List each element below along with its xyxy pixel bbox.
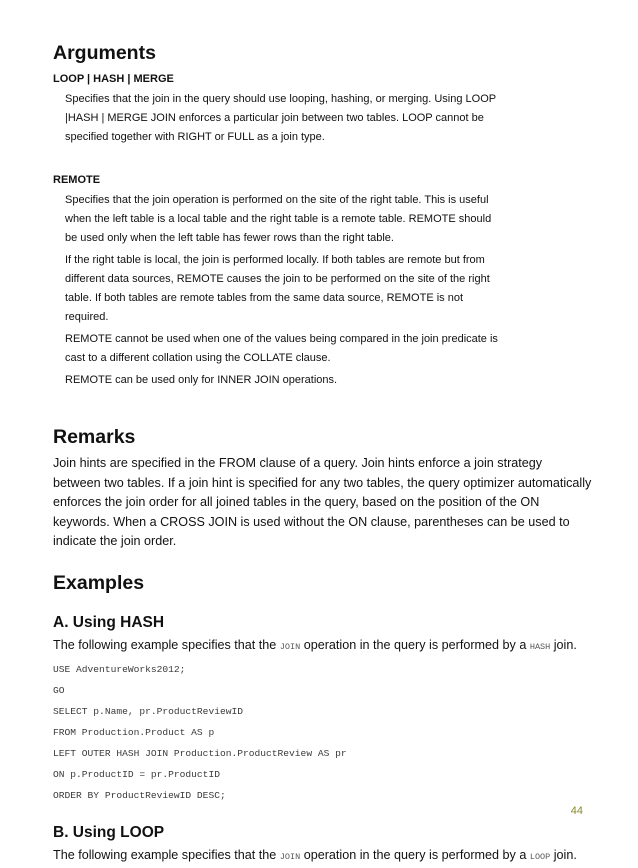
intro-text: operation in the query is performed by a — [300, 848, 530, 862]
intro-text: join. — [550, 637, 577, 652]
loop-hash-merge-term: LOOP | HASH | MERGE — [53, 73, 174, 85]
code-line: SELECT p.Name, pr.ProductReviewID — [53, 706, 243, 717]
intro-text: The following example specifies that the — [53, 637, 280, 652]
code-line: FROM Production.Product AS p — [53, 727, 215, 738]
page-number: 44 — [570, 805, 583, 817]
example-b-intro — [53, 846, 593, 868]
example-b-heading: B. Using LOOP — [53, 824, 165, 841]
loop-description — [53, 90, 505, 147]
examples-heading: Examples — [53, 571, 145, 594]
inline-code-join: JOIN — [279, 641, 301, 652]
code-block — [53, 659, 593, 806]
code-line: LEFT OUTER HASH JOIN Production.ProductReview AS pr — [53, 748, 347, 759]
inline-code-loop: LOOP — [529, 852, 551, 862]
remote-desc-paragraph: If the right table is local, the join is performed locally. If both tables are remote but from different data sources, REMOTE causes the join to be performed on the site of the right table. If both tables are remote tables from the same data source, REMOTE is not required. — [65, 254, 490, 323]
example-a-heading: A. Using HASH — [53, 613, 165, 631]
intro-text: The following example specifies that the — [53, 848, 280, 862]
code-line: ON p.ProductID = pr.ProductID — [53, 769, 220, 780]
remote-desc-paragraph: Specifies that the join operation is performed on the site of the right table. This is useful when the left table is a local table and the right table is a remote table. REMOTE should be used only when the left table has fewer rows than the right table. — [65, 194, 492, 244]
example-a-intro — [53, 636, 593, 658]
inline-code-hash: HASH — [529, 641, 551, 652]
remote-desc-paragraph: REMOTE cannot be used when one of the values being compared in the join predicate is cast to a different collation using the COLLATE clause. — [65, 333, 498, 364]
loop-desc-paragraph: Specifies that the join in the query should use looping, hashing, or merging. Using LOOP |HASH | MERGE JOIN enforces a particular join between two tables. LOOP cannot be specified together with RIGHT or FULL as a join type. — [65, 93, 496, 143]
remarks-text: Join hints are specified in the FROM clause of a query. Join hints enforce a join strategy between two tables. If a join hint is specified for any two tables, the query optimizer automatically enforces the join order for all joined tables in the query, based on the position of the ON keywords. When a CROSS JOIN is used without the ON clause, parentheses can be used to indicate the join order. — [53, 456, 592, 548]
code-line: GO — [53, 685, 65, 696]
remarks-heading: Remarks — [53, 426, 136, 448]
inline-code-join: JOIN — [279, 852, 301, 862]
intro-text: operation in the query is performed by a — [300, 637, 530, 652]
arguments-heading: Arguments — [53, 42, 156, 64]
intro-text: join. — [550, 848, 577, 862]
remote-description — [53, 191, 505, 390]
remote-term: REMOTE — [53, 174, 101, 186]
document-page — [53, 40, 593, 868]
code-line: ORDER BY ProductReviewID DESC; — [53, 790, 226, 801]
remote-desc-paragraph: REMOTE can be used only for INNER JOIN operations. — [65, 374, 338, 386]
code-line: USE AdventureWorks2012; — [53, 664, 186, 675]
